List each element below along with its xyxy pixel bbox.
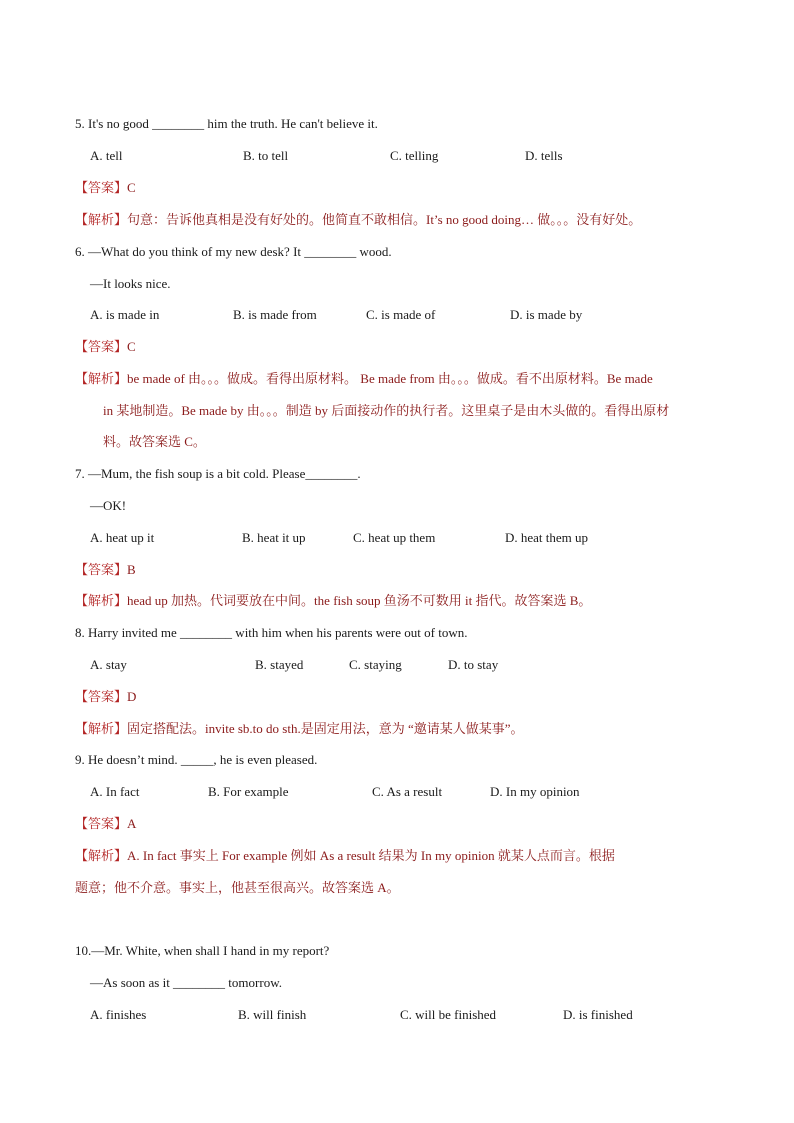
answer-tag: 【答案】 [75, 689, 128, 704]
q6-analysis-line-2: in 某地制造。Be made by 由。。。制造 by 后面接动作的执行者。这里桌子是由木头做的。看得出原材 [103, 403, 670, 418]
answer-tag: 【答案】 [75, 180, 128, 195]
q5-analysis: 句意：告诉他真相是没有好处的。他简直不敢相信。It’s no good doing… 做。。。没有好处。 [127, 212, 642, 227]
q5-option-c: C. telling [390, 148, 439, 163]
q6-option-c: C. is made of [366, 307, 436, 322]
analysis-tag: 【解析】 [75, 593, 128, 608]
q9-option-b: B. For example [208, 784, 289, 799]
q8-answer: D [127, 689, 137, 704]
q8-analysis-line [75, 721, 524, 737]
q5-analysis-line [75, 212, 641, 228]
q9-option-c: C. As a result [372, 784, 443, 799]
answer-tag: 【答案】 [75, 816, 128, 831]
q6-option-a: A. is made in [90, 307, 160, 322]
question-9-stem: 9. He doesn’t mind. _____, he is even pleased. [75, 752, 318, 767]
analysis-tag: 【解析】 [75, 212, 128, 227]
analysis-tag: 【解析】 [75, 721, 128, 736]
q7-option-c: C. heat up them [353, 530, 436, 545]
q9-answer-line [75, 816, 136, 832]
q8-analysis: 固定搭配法。invite sb.to do sth.是固定用法，意为 “邀请某人做某事”。 [127, 721, 524, 736]
q10-option-a: A. finishes [90, 1007, 147, 1022]
question-6-reply: —It looks nice. [90, 276, 171, 291]
q6-option-d: D. is made by [510, 307, 583, 322]
q7-analysis: head up 加热。代词要放在中间。the fish soup 鱼汤不可数用 it 指代。故答案选 B。 [127, 593, 592, 608]
q7-answer-line [75, 562, 136, 578]
q9-option-d: D. In my opinion [490, 784, 580, 799]
q9-analysis-line-1 [75, 848, 615, 864]
q8-option-c: C. staying [349, 657, 402, 672]
q6-analysis-line-3: 料。故答案选 C。 [103, 434, 206, 449]
q5-option-d: D. tells [525, 148, 563, 163]
question-10-stem: 10.—Mr. White, when shall I hand in my report? [75, 943, 330, 958]
q8-answer-line [75, 689, 136, 705]
q10-option-c: C. will be finished [400, 1007, 497, 1022]
q6-analysis-line-1 [75, 371, 653, 387]
q9-answer: A [127, 816, 137, 831]
question-5-stem: 5. It's no good ________ him the truth. He can't believe it. [75, 116, 378, 131]
q7-option-d: D. heat them up [505, 530, 589, 545]
q9-option-a: A. In fact [90, 784, 140, 799]
question-7-stem: 7. —Mum, the fish soup is a bit cold. Please________. [75, 466, 361, 481]
question-8-stem: 8. Harry invited me ________ with him when his parents were out of town. [75, 625, 468, 640]
q10-option-b: B. will finish [238, 1007, 307, 1022]
q8-option-a: A. stay [90, 657, 127, 672]
q7-option-a: A. heat up it [90, 530, 155, 545]
q5-option-b: B. to tell [243, 148, 289, 163]
q6-analysis-1: be made of 由。。。做成。看得出原材料。 Be made from 由。。。做成。看不出原材料。Be made [127, 371, 653, 386]
q7-analysis-line [75, 593, 591, 609]
analysis-tag: 【解析】 [75, 371, 128, 386]
q9-analysis-line-2: 题意；他不介意。事实上，他甚至很高兴。故答案选 A。 [75, 880, 400, 895]
q5-option-a: A. tell [90, 148, 123, 163]
q6-option-b: B. is made from [233, 307, 317, 322]
q5-answer: C [127, 180, 136, 195]
question-6-stem: 6. —What do you think of my new desk? It ________ wood. [75, 244, 392, 259]
q10-option-d: D. is finished [563, 1007, 633, 1022]
q7-answer: B [127, 562, 136, 577]
q6-answer: C [127, 339, 136, 354]
answer-tag: 【答案】 [75, 562, 128, 577]
q7-option-b: B. heat it up [242, 530, 306, 545]
q6-answer-line [75, 339, 136, 355]
q5-answer-line [75, 180, 136, 196]
question-10-reply: —As soon as it ________ tomorrow. [90, 975, 282, 990]
q8-option-b: B. stayed [255, 657, 304, 672]
q9-analysis-1: A. In fact 事实上 For example 例如 As a result 结果为 In my opinion 就某人点而言。根据 [127, 848, 615, 863]
q8-option-d: D. to stay [448, 657, 499, 672]
answer-tag: 【答案】 [75, 339, 128, 354]
question-7-reply: —OK! [90, 498, 127, 513]
analysis-tag: 【解析】 [75, 848, 128, 863]
